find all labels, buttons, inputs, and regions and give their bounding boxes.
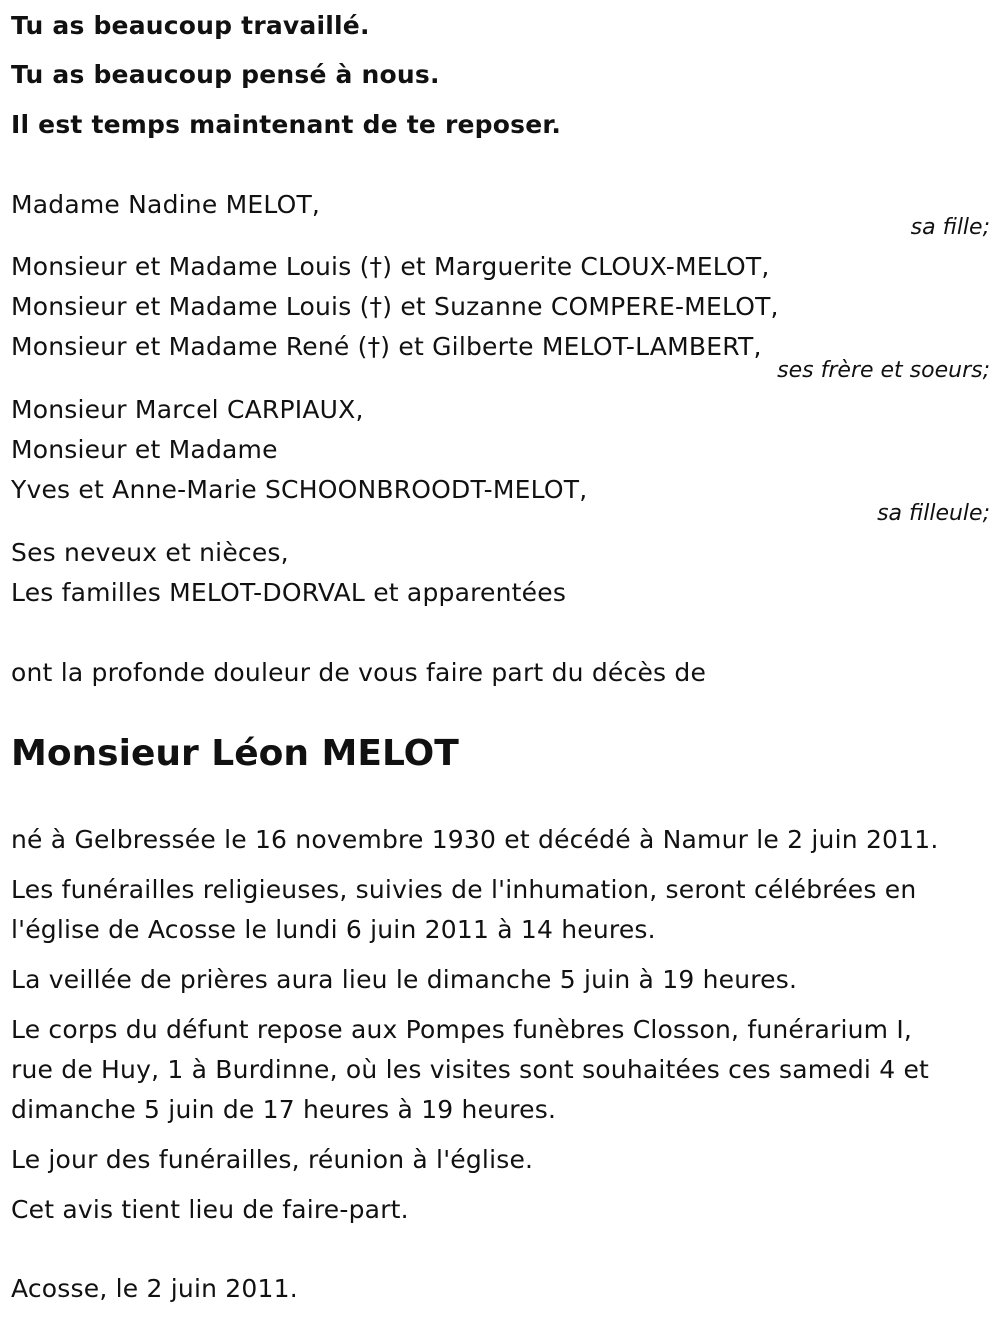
sibling-line: Monsieur et Madame René (†) et Gilberte MELOT-LAMBERT,	[11, 332, 762, 361]
deceased-name: Monsieur Léon MELOT	[11, 733, 459, 774]
detail-line: dimanche 5 juin de 17 heures à 19 heures.	[11, 1095, 557, 1124]
detail-line: l'église de Acosse le lundi 6 juin 2011 à 14 heures.	[11, 915, 656, 944]
daughter-relation: sa fille;	[910, 215, 990, 240]
detail-line: Cet avis tient lieu de faire-part.	[11, 1195, 409, 1224]
goddaughter-relation: sa filleule;	[877, 501, 990, 526]
poem-line: Tu as beaucoup pensé à nous.	[11, 60, 440, 89]
other-family-line: Les familles MELOT-DORVAL et apparentées	[11, 578, 567, 607]
announcement: ont la profonde douleur de vous faire part du décès de	[11, 658, 707, 687]
other-family-line: Ses neveux et nièces,	[11, 538, 289, 567]
poem-line: Tu as beaucoup travaillé.	[11, 11, 370, 40]
goddaughter-line: Monsieur et Madame	[11, 435, 278, 464]
detail-line: La veillée de prières aura lieu le dimanche 5 juin à 19 heures.	[11, 965, 798, 994]
place-date: Acosse, le 2 juin 2011.	[11, 1274, 298, 1303]
sibling-line: Monsieur et Madame Louis (†) et Marguerite CLOUX-MELOT,	[11, 252, 770, 281]
poem-line: Il est temps maintenant de te reposer.	[11, 110, 562, 139]
detail-line: Le corps du défunt repose aux Pompes funèbres Closson, funérarium I,	[11, 1015, 913, 1044]
detail-line: Les funérailles religieuses, suivies de l'inhumation, seront célébrées en	[11, 875, 917, 904]
goddaughter-line: Yves et Anne-Marie SCHOONBROODT-MELOT,	[11, 475, 588, 504]
goddaughter-line: Monsieur Marcel CARPIAUX,	[11, 395, 364, 424]
detail-line: Le jour des funérailles, réunion à l'église.	[11, 1145, 534, 1174]
detail-line: né à Gelbressée le 16 novembre 1930 et décédé à Namur le 2 juin 2011.	[11, 825, 939, 854]
detail-line: rue de Huy, 1 à Burdinne, où les visites sont souhaitées ces samedi 4 et	[11, 1055, 930, 1084]
siblings-relation: ses frère et soeurs;	[777, 358, 990, 383]
sibling-line: Monsieur et Madame Louis (†) et Suzanne COMPERE-MELOT,	[11, 292, 779, 321]
daughter-name: Madame Nadine MELOT,	[11, 190, 321, 219]
